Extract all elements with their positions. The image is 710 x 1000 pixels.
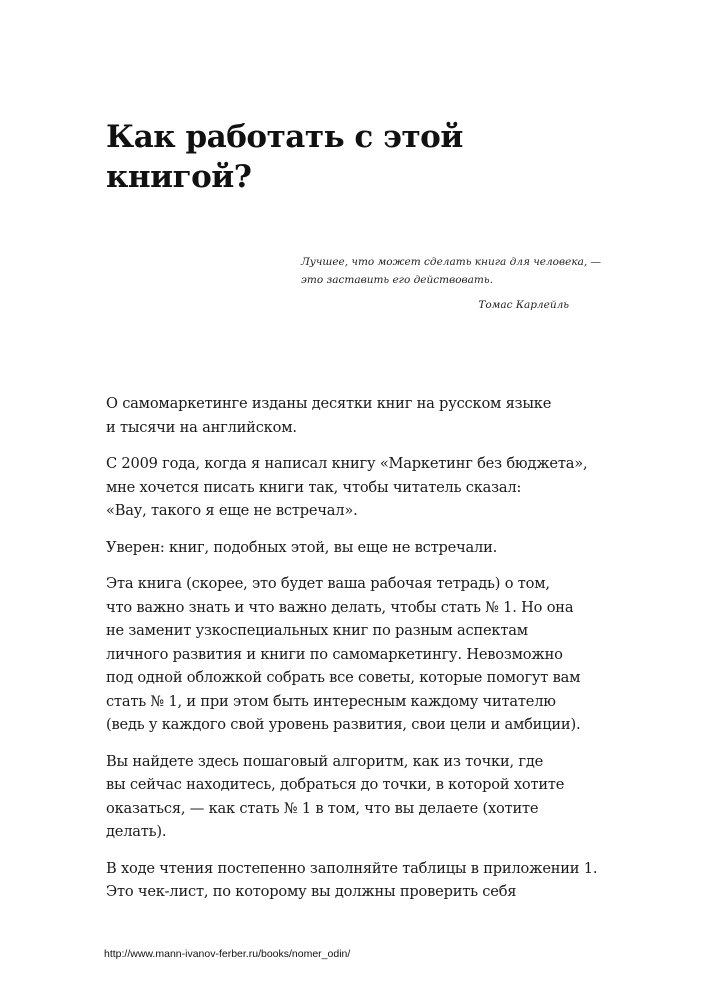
text-line: оказаться, — как стать № 1 в том, что вы делаете (хотите xyxy=(106,799,539,817)
text-line: мне хочется писать книги так, чтобы читатель сказал: xyxy=(106,478,522,496)
text-line: Это чек-лист, по которому вы должны проверить себя xyxy=(106,883,517,900)
text-line: Уверен: книг, подобных этой, вы еще не встречали. xyxy=(106,538,498,556)
epigraph-line: это заставить его действовать. xyxy=(301,274,493,286)
paragraph xyxy=(106,857,598,904)
text-line: вы сейчас находитесь, добраться до точки, в которой хотите xyxy=(106,776,565,793)
chapter-title-line: книгой? xyxy=(106,159,252,195)
epigraph-author: Томас Карлейль xyxy=(478,299,569,311)
text-line: О самомаркетинге изданы десятки книг на русском языке xyxy=(106,395,552,412)
paragraph xyxy=(106,452,586,523)
text-line: под одной обложкой собрать все советы, которые помогут вам xyxy=(106,669,581,686)
text-line: и тысячи на английском. xyxy=(106,418,297,436)
chapter-title xyxy=(106,117,586,197)
paragraph xyxy=(106,392,586,439)
text-line: «Вау, такого я еще не встречал». xyxy=(106,502,358,519)
text-line: (ведь у каждого свой уровень развития, свои цели и амбиции). xyxy=(106,716,581,733)
text-line: что важно знать и что важно делать, чтобы стать № 1. Но она xyxy=(106,598,574,616)
paragraph xyxy=(106,572,586,737)
text-line: стать № 1, и при этом быть интересным каждому читателю xyxy=(106,692,556,710)
text-line: Вы найдете здесь пошаговый алгоритм, как из точки, где xyxy=(106,752,544,770)
footer-url[interactable]: http://www.mann-ivanov-ferber.ru/books/nomer_odin/ xyxy=(104,948,351,960)
body-text xyxy=(106,392,598,917)
text-line: делать). xyxy=(106,823,167,840)
text-line: С 2009 года, когда я написал книгу «Маркетинг без бюджета», xyxy=(106,455,588,472)
text-line: В ходе чтения постепенно заполняйте таблицы в приложении 1. xyxy=(106,859,598,877)
text-line: личного развития и книги по самомаркетингу. Невозможно xyxy=(106,645,563,663)
text-line: Эта книга (скорее, это будет ваша рабочая тетрадь) о том, xyxy=(106,575,550,592)
epigraph xyxy=(301,253,602,314)
text-line: не заменит узкоспециальных книг по разным аспектам xyxy=(106,622,528,639)
epigraph-line: Лучшее, что может сделать книга для человека, — xyxy=(301,256,602,268)
chapter-title-line: Как работать с этой xyxy=(106,119,463,155)
paragraph xyxy=(106,536,586,560)
paragraph xyxy=(106,750,586,844)
